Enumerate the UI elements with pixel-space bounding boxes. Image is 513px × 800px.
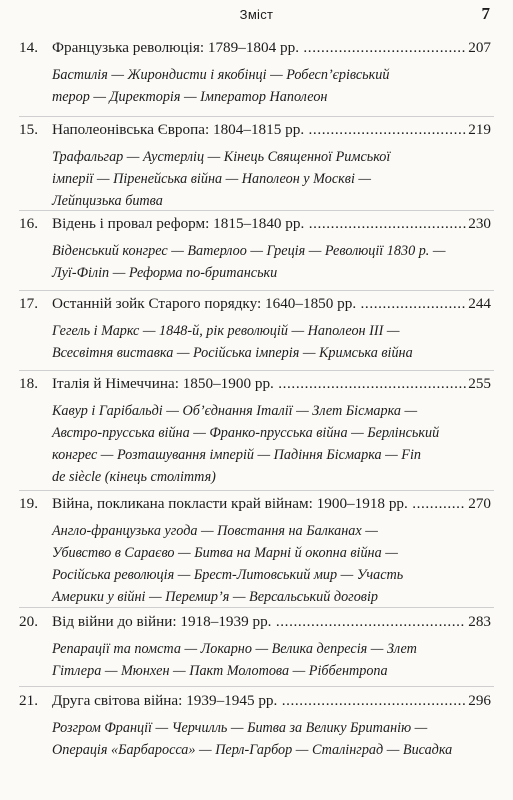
header-page-number: 7 — [481, 4, 490, 23]
divider — [19, 116, 494, 117]
divider — [19, 370, 494, 371]
divider — [19, 686, 494, 687]
page-header — [0, 0, 513, 30]
topic-line: Гітлера — Мюнхен — Пакт Молотова — Ріббентропа — [52, 663, 388, 679]
entry-heading — [0, 691, 513, 711]
topic-line: конгрес — Розташування імперій — Падіння Бісмарка — Fin — [52, 447, 421, 463]
header-title: Зміст — [239, 7, 274, 22]
chapter-title: Останній зойк Старого порядку: 1640–1850 рр. ..... — [52, 294, 478, 314]
chapter-topics — [52, 400, 492, 488]
chapter-page: 230 — [468, 215, 491, 232]
topic-line: Репарації та помста — Локарно — Велика депресія — Злет — [52, 641, 417, 657]
chapter-topics — [52, 320, 492, 364]
topic-line: Операція «Барбаросса» — Перл-Гарбор — Сталінград — Висадка — [52, 742, 453, 758]
divider — [19, 290, 494, 291]
chapter-title: Відень і провал реформ: 1815–1840 рр. ..... — [52, 214, 478, 234]
chapter-page: 219 — [468, 121, 491, 138]
topic-line: Луї-Філіп — Реформа по-британськи — [52, 265, 278, 281]
chapter-topics — [52, 638, 492, 682]
chapter-title: Війна, покликана покласти край війнам: 1900–1918 рр. ..... — [52, 494, 478, 514]
entry-heading — [0, 374, 513, 394]
chapter-number: 20. — [19, 613, 38, 630]
topic-line: Трафальгар — Аустерліц — Кінець Священної Римської — [52, 149, 391, 165]
entry-heading — [0, 294, 513, 314]
topic-line: Убивство в Сараєво — Битва на Марні й окопна війна — — [52, 545, 398, 561]
chapter-page: 296 — [468, 692, 491, 709]
chapter-number: 14. — [19, 39, 38, 56]
chapter-topics — [52, 146, 492, 212]
chapter-page: 244 — [468, 295, 491, 312]
topic-line: Бастилія — Жирондисти і якобінці — Робесп’єрівський — [52, 67, 390, 83]
chapter-number: 15. — [19, 121, 38, 138]
chapter-page: 270 — [468, 495, 491, 512]
entry-heading — [0, 38, 513, 58]
topic-line: терор — Директорія — Імператор Наполеон — [52, 89, 328, 105]
chapter-page: 283 — [468, 613, 491, 630]
topic-line: Кавур і Гарібальді — Об’єднання Італії — Злет Бісмарка — — [52, 403, 418, 419]
entry-heading — [0, 494, 513, 514]
entry-heading — [0, 120, 513, 140]
topic-line: Розгром Франції — Черчилль — Битва за Велику Британію — — [52, 720, 428, 736]
chapter-number: 21. — [19, 692, 38, 709]
chapter-title: Друга світова війна: 1939–1945 рр. ..... — [52, 691, 478, 711]
chapter-title: Наполеонівська Європа: 1804–1815 рр. ..... — [52, 120, 478, 140]
topic-line: Російська революція — Брест-Литовський мир — Участь — [52, 567, 404, 583]
topic-line: Америки у війні — Перемир’я — Версальський договір — [52, 589, 379, 605]
entry-heading — [0, 612, 513, 632]
chapter-number: 16. — [19, 215, 38, 232]
topic-line: de siècle (кінець століття) — [52, 469, 216, 485]
chapter-title: Від війни до війни: 1918–1939 рр. ..... — [52, 612, 478, 632]
divider — [19, 210, 494, 211]
chapter-topics — [52, 717, 492, 761]
topic-line: Віденський конгрес — Ватерлоо — Греція — Революції 1830 р. — — [52, 243, 446, 259]
chapter-page: 255 — [468, 375, 491, 392]
chapter-topics — [52, 240, 492, 284]
topic-line: Лейпцизька битва — [52, 193, 163, 209]
topic-line: Всесвітня виставка — Російська імперія — Кримська війна — [52, 345, 413, 361]
divider — [19, 607, 494, 608]
topic-line: Гегель і Маркс — 1848-й, рік революцій — Наполеон III — — [52, 323, 400, 339]
topic-line: імперії — Піренейська війна — Наполеон у Москві — — [52, 171, 372, 187]
chapter-number: 18. — [19, 375, 38, 392]
chapter-topics — [52, 520, 492, 608]
chapter-number: 19. — [19, 495, 38, 512]
divider — [19, 490, 494, 491]
topic-line: Англо-французька угода — Повстання на Балканах — — [52, 523, 378, 539]
chapter-number: 17. — [19, 295, 38, 312]
chapter-topics — [52, 64, 492, 108]
chapter-title: Французька революція: 1789–1804 рр. ..... — [52, 38, 478, 58]
chapter-page: 207 — [468, 39, 491, 56]
topic-line: Австро-прусська війна — Франко-прусська війна — Берлінський — [52, 425, 440, 441]
entry-heading — [0, 214, 513, 234]
chapter-title: Італія й Німеччина: 1850–1900 рр. ..... — [52, 374, 478, 394]
